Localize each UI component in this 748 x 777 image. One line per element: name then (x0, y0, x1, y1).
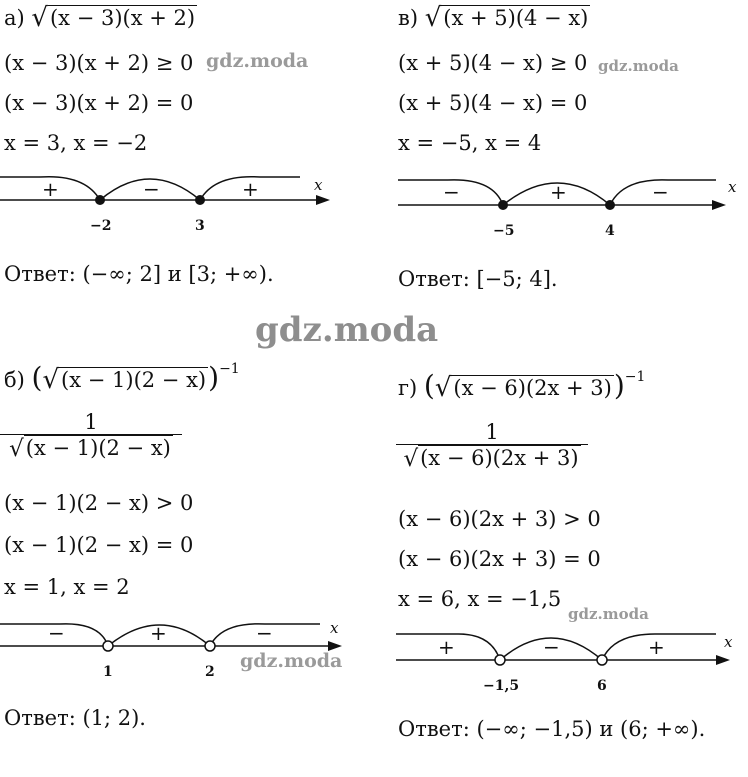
part-g-numerator: 1 (485, 420, 499, 444)
tick-label: 6 (597, 678, 607, 694)
part-b-answer: Ответ: (1; 2). (4, 706, 146, 730)
point-open (495, 655, 505, 665)
part-a-label: а) (4, 6, 25, 30)
sign: − (256, 621, 273, 645)
part-a-roots: x = 3, x = −2 (4, 131, 148, 155)
part-b-denominator: √(x − 1)(2 − x) (0, 434, 182, 461)
watermark-large: gdz.moda (255, 310, 439, 350)
part-b-inequality: (x − 1)(2 − x) > 0 (4, 491, 194, 515)
sign: + (242, 177, 259, 201)
axis-label: x (724, 633, 733, 651)
part-a-header (4, 4, 197, 31)
part-v-roots: x = −5, x = 4 (398, 131, 542, 155)
part-b-numerator: 1 (84, 410, 98, 434)
point-filled (605, 200, 615, 210)
point-filled (95, 195, 105, 205)
axis-label: x (728, 178, 737, 196)
part-b-radical: √(x − 1)(2 − x) (42, 365, 207, 395)
part-a-inequality: (x − 3)(x + 2) ≥ 0 (4, 51, 194, 75)
part-a-number-line (0, 170, 340, 240)
tick-label: −1,5 (483, 678, 520, 694)
part-a-answer: Ответ: (−∞; 2] и [3; +∞). (4, 262, 274, 286)
part-g-power: −1 (624, 369, 646, 385)
part-b-header (4, 362, 240, 393)
part-v-equation: (x + 5)(4 − x) = 0 (398, 91, 588, 115)
part-g-den-radicand: (x − 6)(2x + 3) (420, 446, 579, 470)
point-open (205, 641, 215, 651)
part-g-inequality: (x − 6)(2x + 3) > 0 (398, 507, 601, 531)
part-g-header (398, 370, 645, 401)
axis-label: x (330, 619, 339, 637)
sign: + (550, 180, 567, 204)
part-g-radical: √(x − 6)(2x + 3) (434, 373, 612, 403)
part-g-denominator: √(x − 6)(2x + 3) (396, 444, 588, 471)
watermark: gdz.moda (206, 50, 309, 72)
part-b-fraction (0, 410, 182, 461)
tick-label: 4 (605, 223, 615, 239)
part-b-close-paren: ) (208, 361, 220, 394)
part-v-label: в) (398, 6, 419, 30)
tick-label: −5 (493, 223, 515, 239)
part-v-header (398, 4, 590, 31)
sign: + (42, 177, 59, 201)
sign: + (648, 635, 665, 659)
sign: + (150, 621, 167, 645)
point-open (103, 641, 113, 651)
tick-label: 3 (195, 218, 205, 234)
part-g-number-line (396, 630, 746, 700)
part-b-equation: (x − 1)(2 − x) = 0 (4, 533, 194, 557)
sign: − (543, 635, 560, 659)
tick-label: −2 (90, 218, 112, 234)
part-b-radicand: (x − 1)(2 − x) (61, 368, 207, 392)
part-v-radicand: (x + 5)(4 − x) (443, 6, 589, 30)
sign: + (438, 635, 455, 659)
part-b-label: б) (4, 368, 25, 392)
sign: − (443, 180, 460, 204)
part-v-number-line (398, 175, 743, 245)
part-a-radical: √(x − 3)(x + 2) (31, 3, 196, 33)
watermark: gdz.moda (568, 605, 649, 623)
part-g-radicand: (x − 6)(2x + 3) (453, 376, 612, 400)
point-filled (195, 195, 205, 205)
part-g-answer: Ответ: (−∞; −1,5) и (6; +∞). (398, 717, 706, 741)
point-filled (498, 200, 508, 210)
watermark: gdz.moda (598, 57, 679, 75)
part-b-power: −1 (219, 361, 240, 377)
part-b-roots: x = 1, x = 2 (4, 575, 130, 599)
axis-label: x (314, 176, 323, 194)
part-g-open-paren: ( (423, 369, 435, 402)
part-g-equation: (x − 6)(2x + 3) = 0 (398, 547, 601, 571)
part-g-close-paren: ) (613, 369, 625, 402)
sign: − (652, 180, 669, 204)
sign: − (143, 177, 160, 201)
part-a-equation: (x − 3)(x + 2) = 0 (4, 91, 194, 115)
part-a-radicand: (x − 3)(x + 2) (49, 6, 196, 30)
sign: − (48, 621, 65, 645)
tick-label: 1 (103, 664, 113, 680)
point-open (597, 655, 607, 665)
part-v-inequality: (x + 5)(4 − x) ≥ 0 (398, 51, 588, 75)
part-g-label: г) (398, 376, 418, 400)
tick-label: 2 (205, 664, 215, 680)
part-v-answer: Ответ: [−5; 4]. (398, 267, 558, 291)
part-g-fraction (396, 420, 588, 471)
part-g-roots: x = 6, x = −1,5 (398, 587, 562, 611)
part-v-radical: √(x + 5)(4 − x) (424, 3, 589, 33)
part-b-open-paren: ( (31, 361, 43, 394)
watermark: gdz.moda (240, 650, 343, 672)
part-b-den-radicand: (x − 1)(2 − x) (25, 436, 171, 460)
